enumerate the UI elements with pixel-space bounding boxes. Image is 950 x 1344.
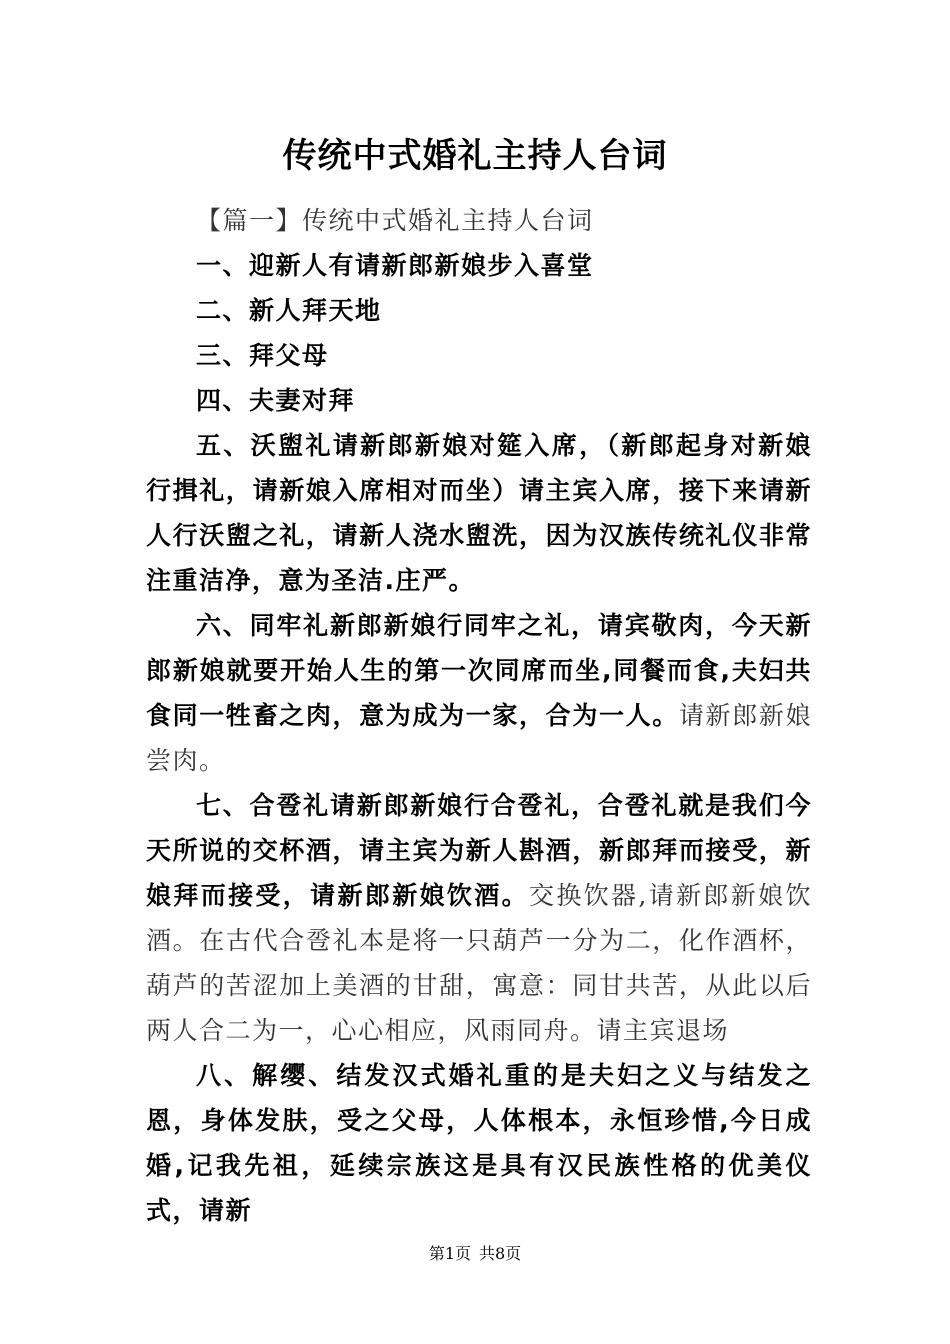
- paragraph-text: 一、迎新人有请新郎新娘步入喜堂: [196, 251, 594, 280]
- page-number: 第1页: [428, 1244, 471, 1263]
- paragraph: [146, 378, 812, 423]
- paragraph: [146, 603, 812, 783]
- paragraph: [146, 423, 812, 603]
- paragraph: [146, 198, 812, 243]
- paragraph-text: 二、新人拜天地: [196, 296, 382, 325]
- paragraph: [146, 783, 812, 1053]
- paragraph-text: 八、解缨、结发汉式婚礼重的是夫妇之义与结发之恩，身体发肤，受之父母，人体根本，永恒珍惜,今日成婚,记我先祖，延续宗族这是具有汉民族性格的优美仪式，请新: [146, 1061, 812, 1225]
- paragraph-text: 五、沃盥礼请新郎新娘对筵入席，（新郎起身对新娘行揖礼，请新娘入席相对而坐）请主宾入席，接下来请新人行沃盥之礼，请新人浇水盥洗，因为汉族传统礼仪非常注重洁净，意为圣洁.庄严。: [146, 431, 812, 595]
- document-body: [146, 198, 812, 1233]
- paragraph-text: 【篇一】传统中式婚礼主持人台词: [196, 206, 594, 235]
- paragraph-text: 四、夫妻对拜: [196, 386, 356, 415]
- paragraph: [146, 243, 812, 288]
- page-footer: [0, 1243, 950, 1265]
- paragraph-text: 请新郎新娘尝肉。: [146, 701, 812, 775]
- paragraph: [146, 1053, 812, 1233]
- page-total: 共8页: [479, 1244, 522, 1263]
- paragraph: [146, 288, 812, 333]
- paragraph: [146, 333, 812, 378]
- paragraph-text: 七、合卺礼请新郎新娘行合卺礼，合卺礼就是我们今天所说的交杯酒，请主宾为新人斟酒，新郎拜而接受，新娘拜而接受，请新郎新娘饮酒。: [146, 791, 812, 910]
- paragraph-text: 六、同牢礼新郎新娘行同牢之礼，请宾敬肉，今天新郎新娘就要开始人生的第一次同席而坐,同餐而食,夫妇共食同一牲畜之肉，意为成为一家，合为一人。: [146, 611, 812, 730]
- paragraph-text: 交换饮器,请新郎新娘饮酒。在古代合卺礼本是将一只葫芦一分为二，化作酒杯，葫芦的苦涩加上美酒的甘甜，寓意：同甘共苦，从此以后两人合二为一，心心相应，风雨同舟。请主宾退场: [146, 881, 812, 1045]
- page-title: 传统中式婚礼主持人台词: [282, 136, 668, 176]
- paragraph-text: 三、拜父母: [196, 341, 329, 370]
